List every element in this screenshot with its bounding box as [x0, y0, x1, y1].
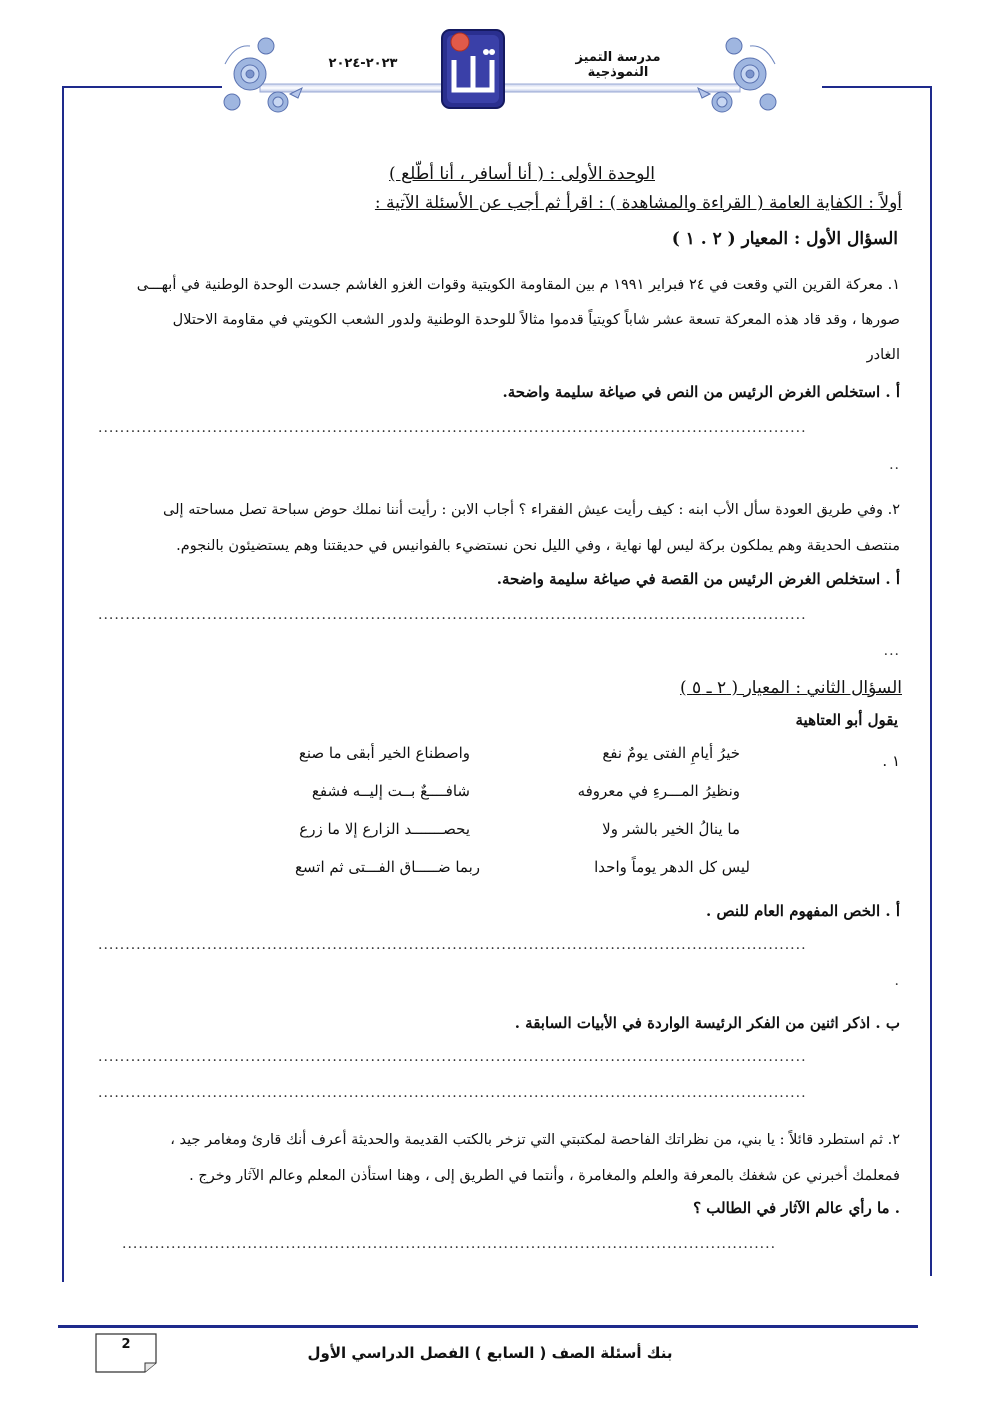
frame-left — [62, 86, 64, 1282]
frame-top-left — [62, 86, 222, 88]
rose-icon-right — [698, 38, 776, 112]
page-number-box — [95, 1333, 157, 1373]
answer-line[interactable]: .................................................................................................................................. — [98, 937, 807, 953]
answer-line[interactable]: .. — [889, 457, 900, 473]
poet-name: يقول أبو العتاهية — [795, 711, 898, 729]
header-banner — [220, 24, 780, 116]
academic-year: ٢٠٢٣-٢٠٢٤ — [328, 56, 398, 71]
school-name: مدرسة التميز النموذجية — [575, 50, 661, 80]
answer-line[interactable]: .................................................................................................................................. — [98, 1049, 807, 1065]
answer-line[interactable]: .................................................................................................................................. — [98, 607, 807, 623]
text-line: صورها ، وقد قاد هذه المعركة تسعة عشر شاباً كويتياً قدموا مثالاً للوحدة الوطنية ولدور الشعب الكويتي في مقاومة الاحتلال — [172, 312, 900, 328]
q2-paragraph-2 — [100, 1122, 900, 1194]
text-line: منتصف الحديقة وهم يملكون بركة ليس لها نهاية ، وفي الليل نحن نستضيء بالفوانيس في حديقتنا وهم يستضيئون بالنجوم. — [176, 538, 900, 554]
answer-line[interactable]: ... — [883, 643, 900, 659]
verse-second-half: يحصـــــــد الزارع إلا ما زرع — [299, 820, 470, 838]
header-ornament — [220, 24, 780, 116]
answer-line[interactable]: . — [894, 973, 900, 989]
footer-title: بنك أسئلة الصف ( السابع ) الفصل الدراسي الأول — [307, 1344, 673, 1362]
verse-first-half: ليس كل الدهر يوماً واحدا — [594, 858, 750, 876]
verse-second-half: ربما ضـــــاق الفـــتى ثم اتسع — [294, 858, 480, 876]
q2-task-b: ب . اذكر اثنين من الفكر الرئيسة الواردة في الأبيات السابقة . — [514, 1014, 900, 1032]
text-line: ٢. ثم استطرد قائلاً : يا بني، من نظراتك الفاحصة لمكتبتي التي تزخر بالكتب القديمة والحديثة أعرف أنك قارئ ومغامر جيد ، — [170, 1132, 900, 1148]
answer-line[interactable]: .................................................................................................................................. — [98, 420, 807, 436]
q2-task-a: أ . الخص المفهوم العام للنص . — [706, 902, 900, 920]
q1-task-b: أ . استخلص الغرض الرئيس من القصة في صياغة سليمة واضحة. — [496, 570, 900, 588]
q1-paragraph-2 — [100, 492, 900, 564]
question-1-heading: السؤال الأول : المعيار ( ٢ . ١ ) — [671, 229, 898, 249]
q2-task-c: . ما رأي عالم الآثار في الطالب ؟ — [693, 1199, 900, 1217]
q1-paragraph-1 — [100, 268, 900, 373]
question-2-heading: السؤال الثاني : المعيار ( ٢ ـ ٥ ) — [680, 678, 902, 698]
page-number: 2 — [121, 1337, 131, 1352]
q1-task-a: أ . استخلص الغرض الرئيس من النص في صياغة سليمة واضحة. — [502, 383, 900, 401]
answer-line[interactable]: .................................................................................................................................. — [98, 1085, 807, 1101]
answer-line[interactable]: ........................................................................................................................ — [122, 1236, 777, 1252]
verse-first-half: ونظيرُ المـــرءِ في معروفه — [577, 782, 740, 800]
verse-first-half: خيرُ أيامِ الفتى يومٌ نفع — [602, 744, 740, 762]
rose-icon-left — [224, 38, 302, 112]
verse-first-half: ما ينالُ الخير بالشر ولا — [602, 820, 740, 838]
text-line: ١. معركة القرين التي وقعت في ٢٤ فبراير ١٩٩١ م بين المقاومة الكويتية وقوات الغزو الغاشم جسدت الوحدة الوطنية في أبهـــى — [136, 277, 900, 293]
verse-second-half: واصطناع الخير أبقى ما صنع — [298, 744, 470, 762]
footer-divider — [58, 1325, 918, 1328]
competency-heading: أولاً : الكفاية العامة ( القراءة والمشاهدة ) : اقرأ ثم أجب عن الأسئلة الآتية : — [374, 193, 902, 213]
frame-right — [930, 86, 932, 1276]
school-logo — [442, 30, 504, 108]
text-line: ٢. وفي طريق العودة سأل الأب ابنه : كيف رأيت عيش الفقراء ؟ أجاب الابن : رأيت أننا نملك حوض سباحة تصل مساحته إلى — [163, 502, 900, 518]
text-line: الغادر — [866, 347, 900, 363]
text-line: فمعلمك أخبرني عن شغفك بالمعرفة والعلم والمغامرة ، وأنتما في الطريق إلى ، وهنا استأذن المعلم وعالم الآثار وخرج . — [189, 1168, 900, 1184]
frame-top-right — [822, 86, 932, 88]
verse-number: ١ . — [882, 752, 900, 770]
unit-title: الوحدة الأولى : ( أنا أسافر ، أنا أطّلع ) — [389, 164, 655, 184]
verse-second-half: شافــــعٌ بــت إليــه فشفع — [311, 782, 470, 800]
